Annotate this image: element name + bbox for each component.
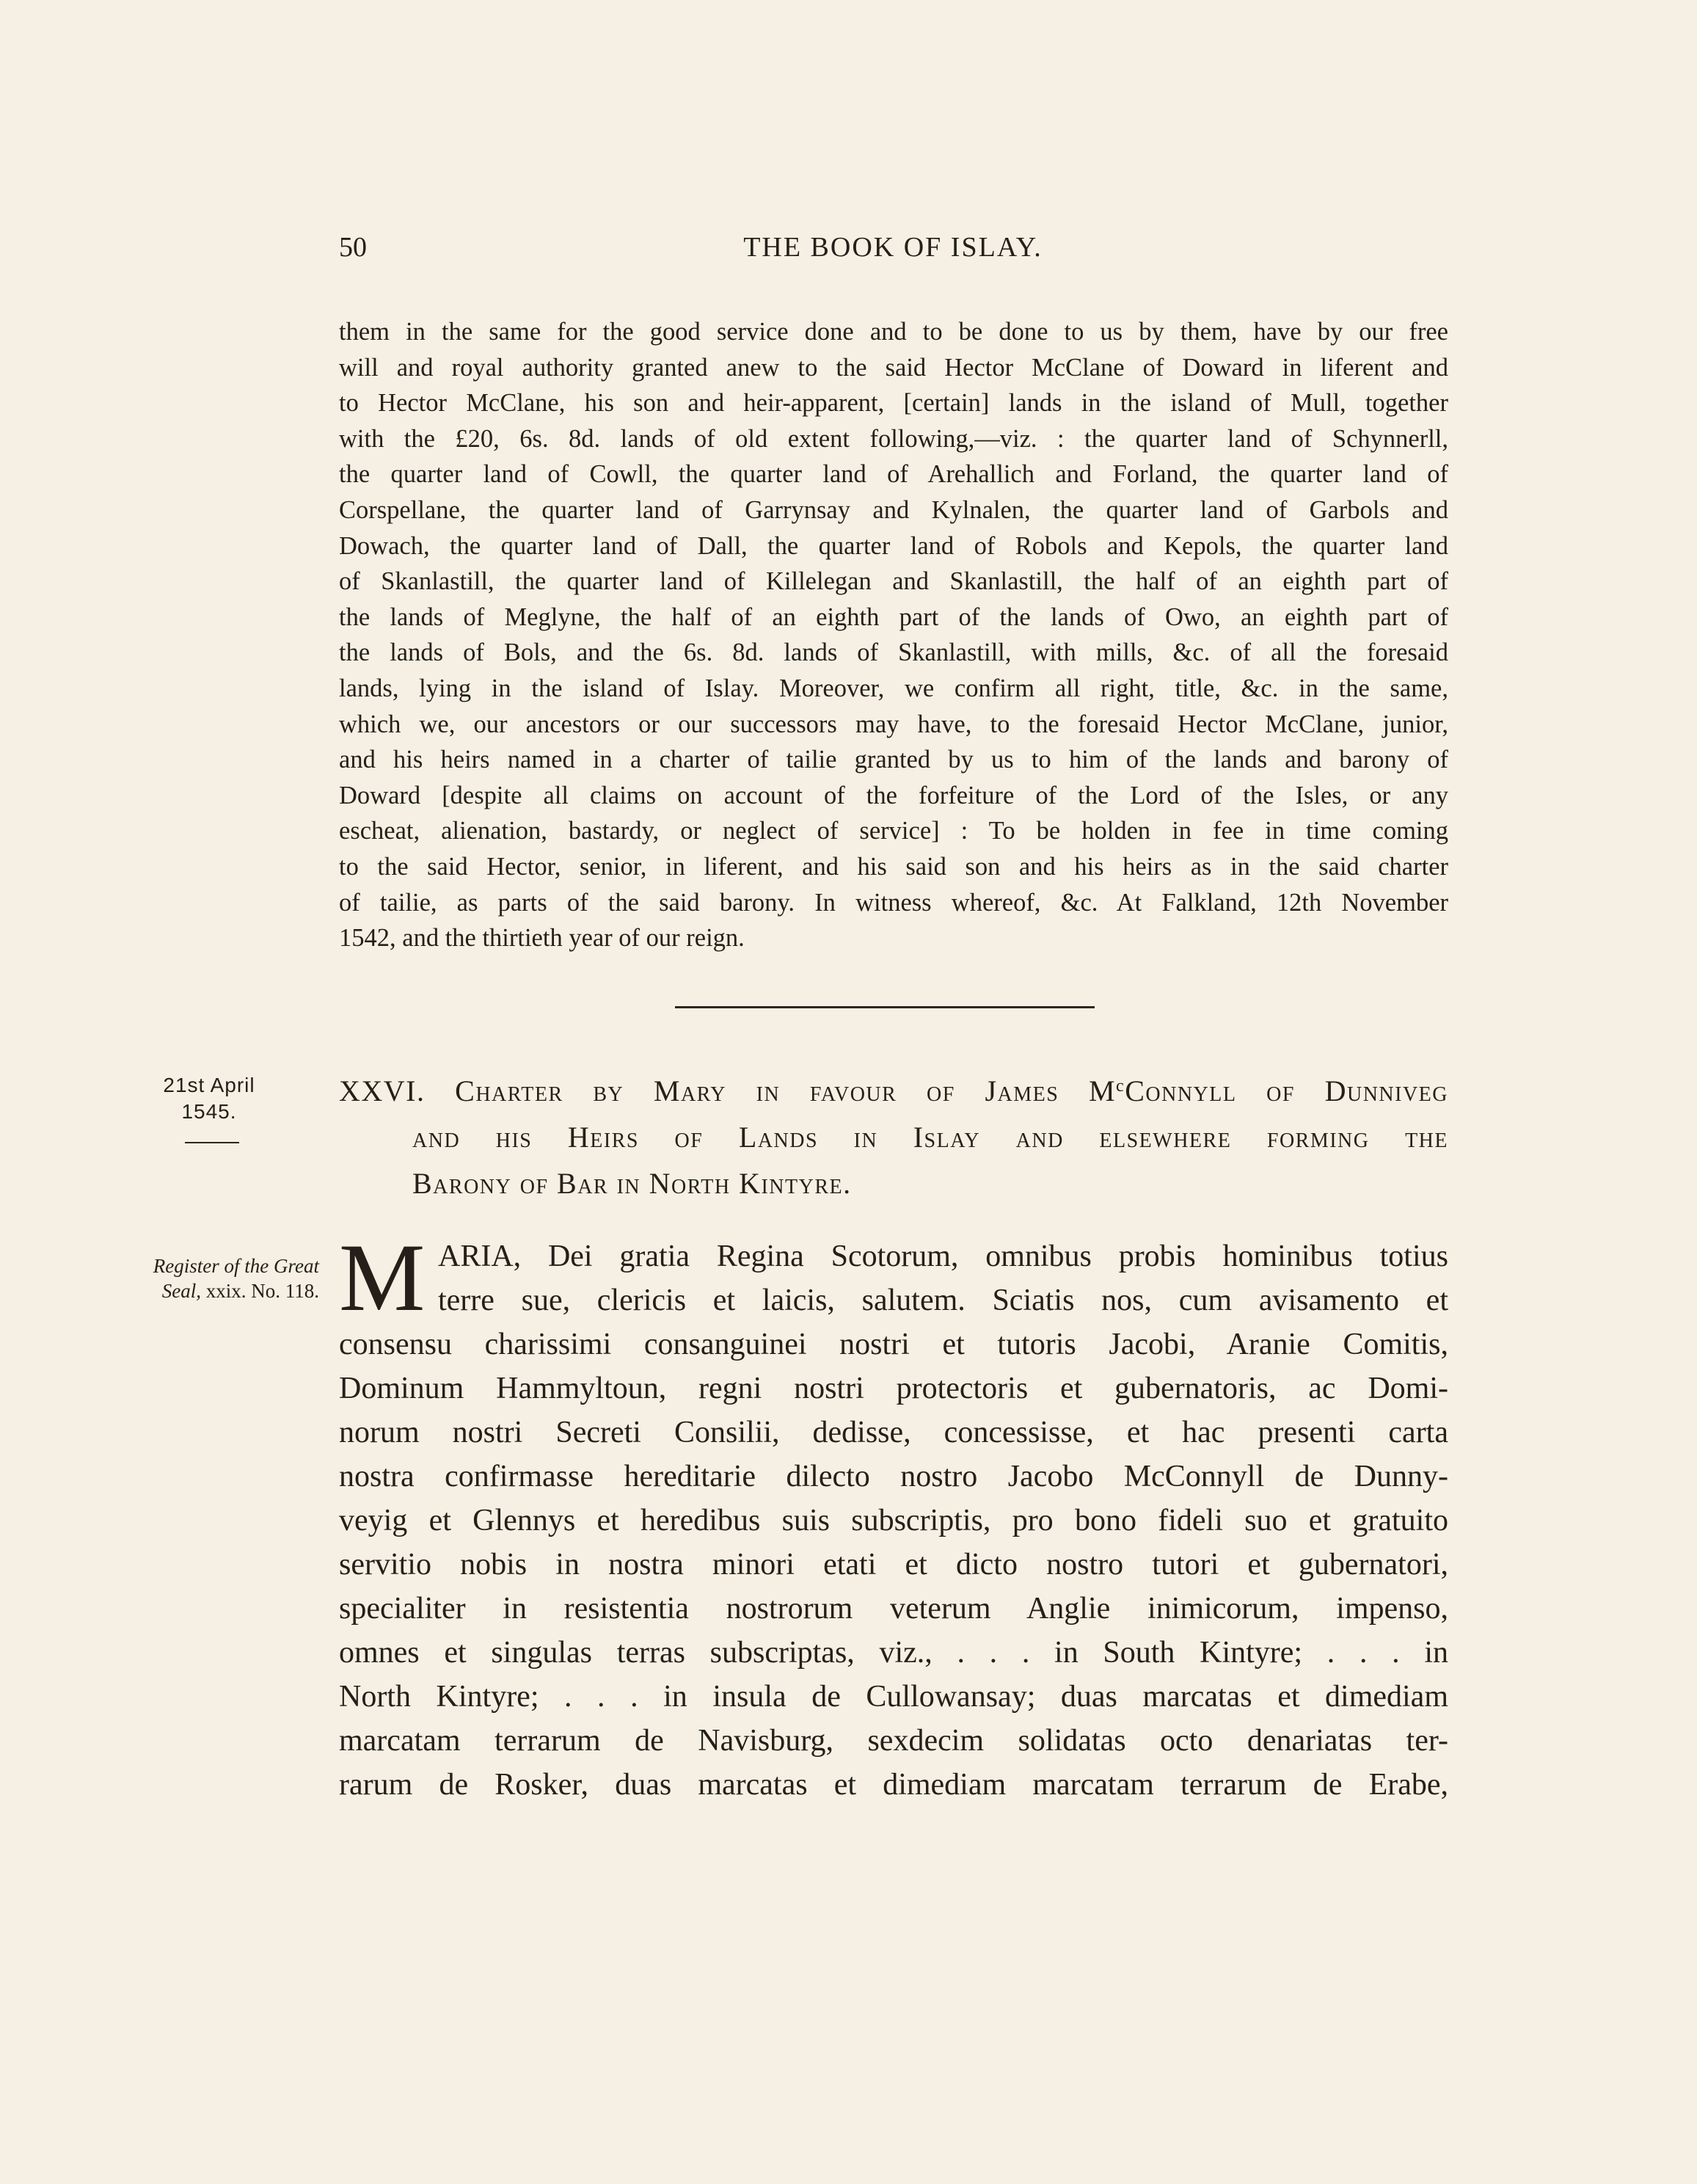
prose-line: Corspellane, the quarter land of Garrynsay and Kylnalen, the quarter land of Garbols and [339,495,1448,524]
prose-line: to the said Hector, senior, in liferent, and his said son and his heirs as in the said charter [339,852,1448,881]
latin-line: consensu charissimi consanguinei nostri et tutoris Jacobi, Aranie Comitis, [339,1328,1448,1361]
latin-line: nostra confirmasse hereditarie dilecto nostro Jacobo McConnyll de Dunny- [339,1460,1448,1493]
prose-line: will and royal authority granted anew to the said Hector McClane of Doward in liferent and [339,353,1448,382]
margin-ref-volume: xxix. No. 118. [205,1280,319,1302]
prose-line: them in the same for the good service done and to be done to us by them, have by our free [339,318,1448,346]
prose-line: Doward [despite all claims on account of the forfeiture of the Lord of the Isles, or any [339,781,1448,809]
charter-title-a: Charter by Mary in favour of James M [455,1074,1117,1107]
latin-line: servitio nobis in nostra minori etati et dicto nostro tutori et gubernatori, [339,1548,1448,1581]
latin-line: marcatam terrarum de Navisburg, sexdecim solidatas octo denariatas ter- [339,1724,1448,1758]
charter-title-sup: c [1116,1076,1125,1096]
prose-line: of Skanlastill, the quarter land of Killelegan and Skanlastill, the half of an eighth part of [339,567,1448,596]
latin-line: omnes et singulas terras subscriptas, viz., . . . in South Kintyre; . . . in [339,1636,1448,1670]
latin-charter-text [339,1223,1448,1807]
prose-line: with the £20, 6s. 8d. lands of old extent following,—viz. : the quarter land of Schynnerll, [339,424,1448,453]
prose-line: lands, lying in the island of Islay. Moreover, we confirm all right, title, &c. in the same, [339,674,1448,702]
charter-title-b: Connyll of Dunniveg [1125,1074,1449,1107]
latin-line: norum nostri Secreti Consilii, dedisse, concessisse, et hac presenti carta [339,1416,1448,1449]
prose-line: of tailie, as parts of the said barony. In witness whereof, &c. At Falkland, 12th November [339,888,1448,917]
margin-source-reference [99,1253,319,1303]
margin-date [136,1072,282,1125]
latin-line: rarum de Rosker, duas marcatas et dimediam marcatam terrarum de Erabe, [339,1768,1448,1802]
charter-numeral: XXVI. [339,1074,426,1107]
running-head [339,229,1447,266]
charter-heading-line2: and his Heirs of Lands in Islay and elsewhere forming the [412,1121,1448,1154]
margin-date-year: 1545. [181,1100,237,1123]
prose-line: escheat, alienation, bastardy, or neglect of service] : To be holden in fee in time coming [339,817,1448,845]
margin-date-day: 21st April [163,1074,255,1096]
prose-line: the lands of Meglyne, the half of an eighth part of the lands of Owo, an eighth part of [339,603,1448,631]
latin-line: veyig et Glennys et heredibus suis subscriptis, pro bono fideli suo et gratuito [339,1504,1448,1537]
prose-line: to Hector McClane, his son and heir-apparent, [certain] lands in the island of Mull, together [339,389,1448,418]
latin-line: specialiter in resistentia nostrorum veterum Anglie inimicorum, impenso, [339,1592,1448,1626]
latin-line: terre sue, clericis et laicis, salutem. Sciatis nos, cum avisamento et [438,1284,1448,1317]
latin-line: Dominum Hammyltoun, regni nostri protectoris et gubernatoris, ac Domi- [339,1372,1448,1405]
charter-heading-line1 [339,1068,1448,1114]
charter-heading-line3: Barony of Bar in North Kintyre. [412,1167,852,1200]
prose-line: Dowach, the quarter land of Dall, the quarter land of Robols and Kepols, the quarter land [339,531,1448,560]
drop-cap: M [339,1223,426,1331]
charter-heading [339,1068,1448,1206]
prose-line: the lands of Bols, and the 6s. 8d. lands of Skanlastill, with mills, &c. of all the foresaid [339,638,1448,667]
margin-dash [185,1142,239,1143]
margin-ref-line1: Register of the Great [153,1255,319,1277]
latin-line: North Kintyre; . . . in insula de Cullowansay; duas marcatas et dimediam [339,1680,1448,1714]
continued-prose-paragraph [339,314,1448,956]
page-number: 50 [339,232,367,263]
prose-line: which we, our ancestors or our successors may have, to the foresaid Hector McClane, junior, [339,710,1448,738]
prose-line: and his heirs named in a charter of tailie granted by us to him of the lands and barony of [339,746,1448,774]
prose-line: 1542, and the thirtieth year of our reign. [339,924,745,953]
prose-line: the quarter land of Cowll, the quarter land of Arehallich and Forland, the quarter land of [339,460,1448,489]
running-title: THE BOOK OF ISLAY. [743,232,1043,263]
margin-ref-seal: Seal, [161,1280,201,1302]
latin-line: ARIA, Dei gratia Regina Scotorum, omnibus probis hominibus totius [438,1240,1448,1273]
section-divider [675,1006,1095,1008]
